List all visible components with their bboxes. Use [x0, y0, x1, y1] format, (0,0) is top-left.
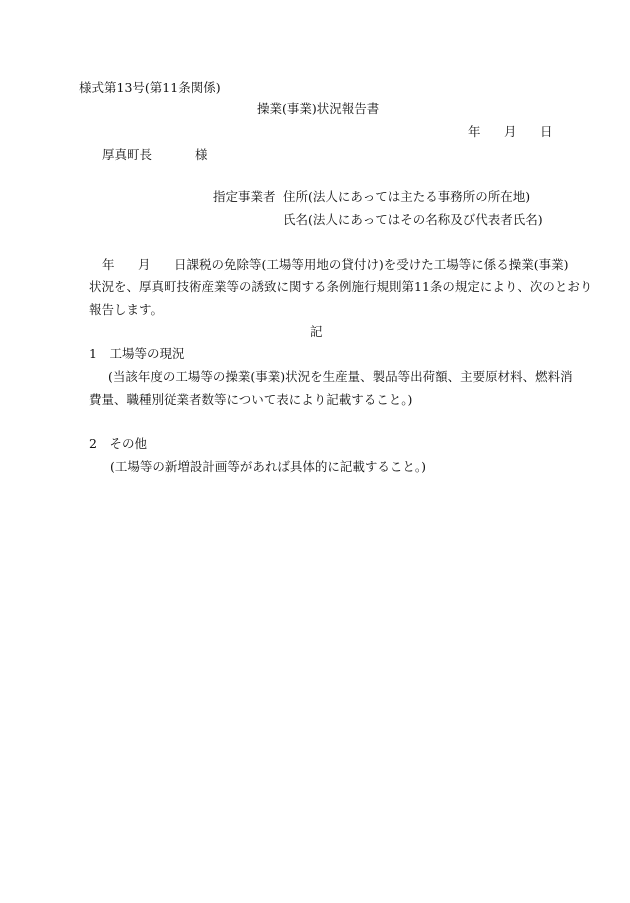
section-1-note-line2: 費量、職種別従業者数等について表により記載すること。) [89, 392, 413, 407]
body-line3: 報告します。 [89, 302, 164, 317]
date-month: 月 [504, 124, 517, 139]
date-year: 年 [468, 124, 481, 139]
applicant-address-label: 住所(法人にあっては主たる事務所の所在地) [283, 189, 531, 204]
applicant-name-label: 氏名(法人にあってはその名称及び代表者氏名) [283, 212, 543, 227]
body-month: 月 [138, 257, 151, 272]
date-day: 日 [540, 124, 553, 139]
form-number: 様式第13号(第11条関係) [79, 80, 221, 95]
body-line2: 状況を、厚真町技術産業等の誘致に関する条例施行規則第11条の規定により、次のとおり [89, 279, 593, 294]
applicant-label: 指定事業者 [213, 189, 276, 204]
body-year: 年 [102, 257, 115, 272]
document-title: 操業(事業)状況報告書 [257, 101, 380, 116]
ki-heading: 記 [310, 324, 323, 339]
section-1-note-line1: (当該年度の工場等の操業(事業)状況を生産量、製品等出荷額、主要原材料、燃料消 [108, 369, 573, 384]
addressee-honorific: 様 [195, 147, 208, 162]
section-1-heading: 1 工場等の現況 [89, 346, 185, 361]
addressee-name: 厚真町長 [102, 147, 153, 162]
body-line1: 日課税の免除等(工場等用地の貸付け)を受けた工場等に係る操業(事業) [174, 257, 569, 272]
section-2-note: (工場等の新増設計画等があれば具体的に記載すること。) [110, 459, 427, 474]
section-2-heading: 2 その他 [89, 436, 147, 451]
